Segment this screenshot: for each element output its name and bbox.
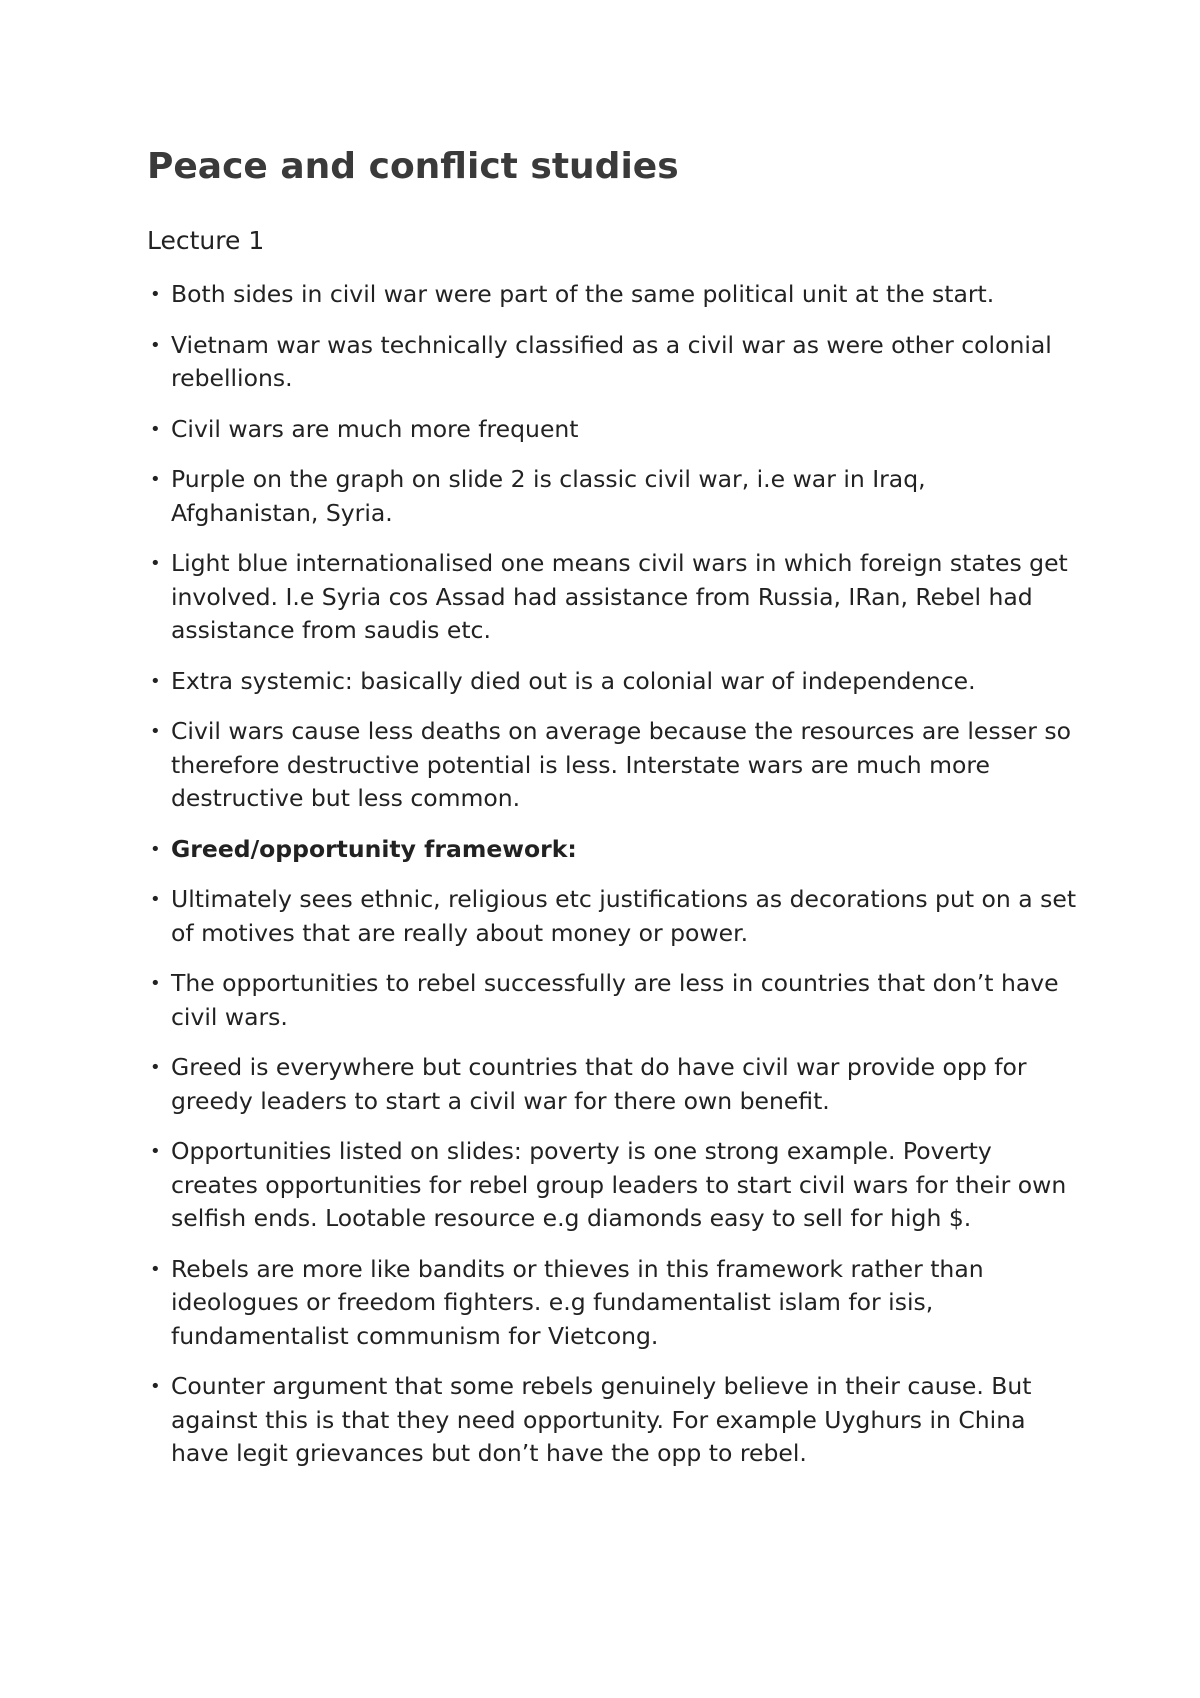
bullet-text: Civil wars cause less deaths on average because the resources are lesser so therefore destructive potential is less. Interstate wars are much more destructive but less common. <box>171 717 1072 812</box>
bullet-item <box>147 329 1077 396</box>
bullet-item <box>147 547 1077 648</box>
bullet-text: Opportunities listed on slides: poverty is one strong example. Poverty creates opportunities for rebel group leaders to start civil wars for their own selfish ends. Lootable resource e.g diamonds easy to sell for high $. <box>171 1137 1067 1232</box>
bullet-text: Vietnam war was technically classified as a civil war as were other colonial rebellions. <box>171 330 1052 392</box>
bullet-text: Counter argument that some rebels genuinely believe in their cause. But against this is that they need opportunity. For example Uyghurs in China have legit grievances but don’t have the opp to rebel. <box>171 1372 1032 1467</box>
bullet-text: Light blue internationalised one means civil wars in which foreign states get involved. I.e Syria cos Assad had assistance from Russia, IRan, Rebel had assistance from saudis etc. <box>171 549 1068 644</box>
bullet-text: Both sides in civil war were part of the same political unit at the start. <box>171 280 995 308</box>
bullet-item <box>147 665 1077 699</box>
document-title: Peace and conflict studies <box>147 146 679 187</box>
bullet-text: Purple on the graph on slide 2 is classic civil war, i.e war in Iraq, Afghanistan, Syria. <box>171 465 926 527</box>
bullet-dot-icon: • <box>150 284 161 305</box>
bullet-text: Rebels are more like bandits or thieves in this framework rather than ideologues or freedom fighters. e.g fundamentalist islam for isis, fundamentalist communism for Vietcong. <box>171 1254 984 1350</box>
bullet-dot-icon: • <box>150 889 161 910</box>
bullet-dot-icon: • <box>150 1258 161 1280</box>
bullet-item <box>147 1135 1077 1236</box>
bullet-item <box>147 463 1077 530</box>
bullet-dot-icon: • <box>150 418 161 440</box>
bullet-item <box>147 1051 1077 1118</box>
bullet-dot-icon: • <box>150 553 161 574</box>
bullet-text: Greed/opportunity framework: <box>171 834 577 863</box>
bullet-text: Civil wars are much more frequent <box>171 414 579 443</box>
bullet-dot-icon: • <box>150 838 161 860</box>
bullet-dot-icon: • <box>150 973 161 994</box>
bullet-item <box>147 278 1077 312</box>
bullet-dot-icon: • <box>150 670 161 692</box>
bullet-item <box>147 413 1077 447</box>
bullet-item <box>147 833 1077 867</box>
bullet-text: The opportunities to rebel successfully are less in countries that don’t have civil wars. <box>171 969 1059 1031</box>
bullet-dot-icon: • <box>150 1057 161 1078</box>
bullet-dot-icon: • <box>150 469 161 490</box>
bullet-text: Extra systemic: basically died out is a colonial war of independence. <box>171 666 976 695</box>
bullet-item <box>147 967 1077 1034</box>
bullet-dot-icon: • <box>150 334 161 356</box>
bullet-item <box>147 1370 1077 1471</box>
bullet-dot-icon: • <box>150 721 161 742</box>
bullet-item <box>147 715 1077 816</box>
bullet-text: Greed is everywhere but countries that do have civil war provide opp for greedy leaders to start a civil war for there own benefit. <box>171 1053 1027 1115</box>
bullet-item <box>147 1253 1077 1354</box>
bullet-dot-icon: • <box>150 1376 161 1397</box>
bullet-dot-icon: • <box>150 1141 161 1162</box>
bullet-item <box>147 883 1077 950</box>
lecture-heading: Lecture 1 <box>147 226 265 255</box>
bullet-list <box>147 278 1077 1488</box>
bullet-text: Ultimately sees ethnic, religious etc justifications as decorations put on a set of motives that are really about money or power. <box>171 885 1077 947</box>
